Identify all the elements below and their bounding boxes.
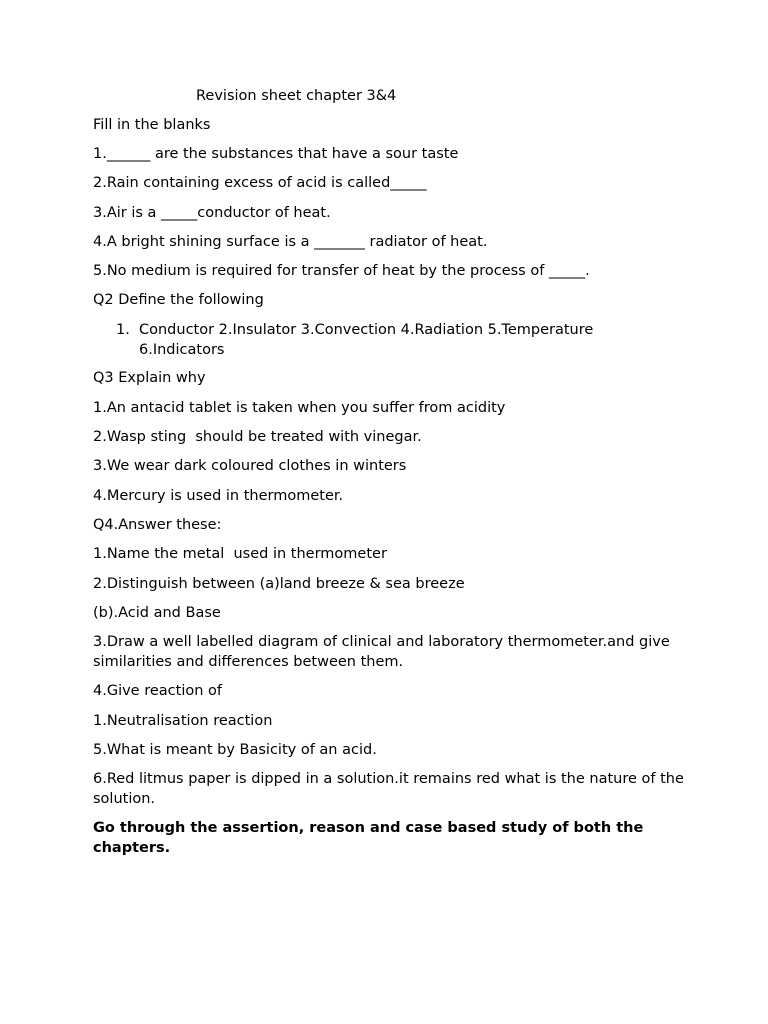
section-heading-define: Q2 Define the following: [93, 292, 264, 308]
define-list-text: Conductor 2.Insulator 3.Convection 4.Radiation 5.Temperature 6.Indicators: [139, 322, 594, 358]
footer-note: Go through the assertion, reason and case based study of both the chapters.: [93, 820, 649, 856]
fill-blank-item: 1.______ are the substances that have a sour taste: [93, 146, 459, 162]
answer-item: 4.Give reaction of: [93, 683, 222, 699]
answer-item: 1.Neutralisation reaction: [93, 713, 273, 729]
section-heading-explain: Q3 Explain why: [93, 370, 206, 386]
answer-item: (b).Acid and Base: [93, 605, 221, 621]
fill-blank-item: 3.Air is a _____conductor of heat.: [93, 205, 331, 221]
section-heading-answer: Q4.Answer these:: [93, 517, 222, 533]
define-list-number: 1.: [116, 322, 130, 338]
answer-item: 2.Distinguish between (a)land breeze & sea breeze: [93, 576, 465, 592]
page-title: Revision sheet chapter 3&4: [196, 88, 397, 104]
explain-item: 3.We wear dark coloured clothes in winters: [93, 458, 407, 474]
fill-blank-item: 2.Rain containing excess of acid is called_____: [93, 175, 427, 191]
answer-item: 3.Draw a well labelled diagram of clinical and laboratory thermometer.and give similarities and differences between them.: [93, 634, 675, 670]
explain-item: 2.Wasp sting should be treated with vinegar.: [93, 429, 422, 445]
fill-blank-item: 4.A bright shining surface is a _______ radiator of heat.: [93, 234, 488, 250]
explain-item: 1.An antacid tablet is taken when you suffer from acidity: [93, 400, 506, 416]
answer-item: 6.Red litmus paper is dipped in a solution.it remains red what is the nature of the solution.: [93, 771, 689, 807]
fill-blank-item: 5.No medium is required for transfer of heat by the process of _____.: [93, 263, 590, 279]
explain-item: 4.Mercury is used in thermometer.: [93, 488, 344, 504]
answer-item: 5.What is meant by Basicity of an acid.: [93, 742, 377, 758]
answer-item: 1.Name the metal used in thermometer: [93, 546, 387, 562]
section-heading-fill-blanks: Fill in the blanks: [93, 117, 211, 133]
